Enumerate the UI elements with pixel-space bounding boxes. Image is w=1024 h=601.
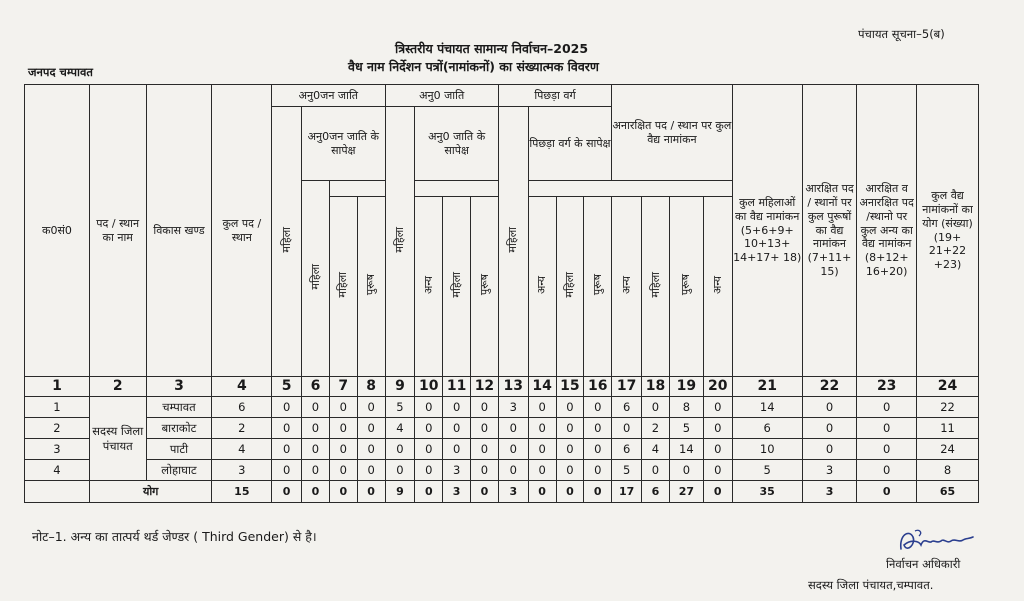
col-number: 12 [471, 377, 499, 397]
cell: 0 [415, 481, 443, 503]
cell: 0 [857, 481, 917, 503]
cell: 3 [802, 481, 857, 503]
cell: 0 [556, 418, 584, 439]
col-head-sc: अनु0 जाति [385, 85, 498, 107]
cell: 0 [415, 460, 443, 481]
cell: 0 [471, 460, 499, 481]
cell: 4 [212, 439, 272, 460]
cell: 3 [802, 460, 857, 481]
cell: 0 [584, 397, 612, 418]
cell: 0 [857, 418, 917, 439]
cell: 0 [528, 397, 556, 418]
col-head-22: आरक्षित पद / स्थानों पर कुल पुरूषों का वैद्य नामांकन (7+11+ 15) [802, 85, 857, 377]
col-number: 19 [669, 377, 703, 397]
cell: 0 [357, 481, 385, 503]
col-head-sc-male: पुरूष [477, 274, 491, 296]
col-head-st-women: महिला [279, 226, 293, 253]
cell: 3 [498, 397, 528, 418]
cell: 0 [584, 418, 612, 439]
row-sno: 3 [25, 439, 90, 460]
cell: 0 [703, 439, 732, 460]
cell: 0 [302, 460, 330, 481]
col-head-obc-male: पुरूष [590, 274, 604, 296]
col-head-unres-female: महिला [648, 271, 662, 298]
col-head-obc-female: महिला [563, 271, 577, 298]
cell: 3 [212, 460, 272, 481]
cell: 0 [471, 418, 499, 439]
cell: 6 [612, 397, 642, 418]
col-head-obc-relative: पिछड़ा वर्ग के सापेक्ष [528, 107, 611, 181]
cell: 0 [498, 439, 528, 460]
cell: 0 [357, 418, 385, 439]
handwritten-signature [895, 523, 975, 557]
cell: 0 [415, 397, 443, 418]
col-number: 15 [556, 377, 584, 397]
col-head-unres-male: पुरूष [679, 274, 693, 296]
cell: 4 [642, 439, 670, 460]
cell: 0 [329, 439, 357, 460]
col-head-st-female: महिला [336, 271, 350, 298]
block-name: पाटी [146, 439, 212, 460]
col-head-sc-relative: अनु0 जाति के सापेक्ष [415, 107, 498, 181]
cell: 14 [732, 397, 802, 418]
col-number: 14 [528, 377, 556, 397]
cell: 8 [917, 460, 979, 481]
cell: 10 [732, 439, 802, 460]
col-head-sno: क0सं0 [25, 85, 90, 377]
row-sno: 2 [25, 418, 90, 439]
cell: 17 [612, 481, 642, 503]
cell: 5 [732, 460, 802, 481]
cell: 0 [357, 439, 385, 460]
cell: 0 [471, 481, 499, 503]
col-head-sc-women: महिला [393, 226, 407, 253]
col-head-post: पद / स्थान का नाम [89, 85, 146, 377]
cell: 15 [212, 481, 272, 503]
cell: 0 [612, 418, 642, 439]
cell: 0 [471, 439, 499, 460]
cell: 0 [556, 460, 584, 481]
col-number: 17 [612, 377, 642, 397]
col-number: 22 [802, 377, 857, 397]
cell: 5 [669, 418, 703, 439]
cell: 11 [917, 418, 979, 439]
col-head-obc: पिछड़ा वर्ग [498, 85, 611, 107]
col-number: 3 [146, 377, 212, 397]
col-number: 2 [89, 377, 146, 397]
cell: 27 [669, 481, 703, 503]
cell: 0 [556, 481, 584, 503]
cell: 0 [302, 418, 330, 439]
total-row [25, 481, 979, 503]
col-head-sc-other: अन्य [535, 275, 549, 294]
col-head-21: कुल महिलाओं का वैद्य नामांकन (5+6+9+ 10+13+ 14+17+ 18) [732, 85, 802, 377]
cell: 0 [302, 481, 330, 503]
cell: 3 [443, 481, 471, 503]
page-title: त्रिस्तरीय पंचायत सामान्य निर्वाचन–2025 [395, 41, 589, 56]
cell: 0 [584, 481, 612, 503]
col-number: 7 [329, 377, 357, 397]
col-number: 24 [917, 377, 979, 397]
cell: 0 [802, 397, 857, 418]
row-sno: 1 [25, 397, 90, 418]
district-label: जनपद चम्पावत [28, 65, 93, 79]
cell: 0 [443, 418, 471, 439]
block-name: चम्पावत [146, 397, 212, 418]
col-head-unres-other: अन्य [710, 275, 724, 294]
col-head-sc-female: महिला [449, 271, 463, 298]
col-number: 11 [443, 377, 471, 397]
cell: 0 [329, 418, 357, 439]
cell: 0 [498, 460, 528, 481]
col-number: 21 [732, 377, 802, 397]
col-number: 16 [584, 377, 612, 397]
total-label: योग [89, 481, 212, 503]
signatory-title: निर्वाचन अधिकारी [886, 557, 961, 571]
cell: 2 [642, 418, 670, 439]
cell: 0 [272, 460, 302, 481]
cell: 0 [443, 439, 471, 460]
cell: 5 [612, 460, 642, 481]
cell: 35 [732, 481, 802, 503]
col-number: 9 [385, 377, 415, 397]
cell: 2 [212, 418, 272, 439]
col-number: 20 [703, 377, 732, 397]
cell: 0 [528, 460, 556, 481]
cell: 0 [329, 397, 357, 418]
cell: 24 [917, 439, 979, 460]
cell: 0 [272, 439, 302, 460]
col-head-block: विकास खण्ड [146, 85, 212, 377]
cell: 0 [357, 397, 385, 418]
col-number: 18 [642, 377, 670, 397]
cell: 14 [669, 439, 703, 460]
cell: 0 [703, 397, 732, 418]
cell: 0 [528, 418, 556, 439]
col-head-total-posts: कुल पद / स्थान [212, 85, 272, 377]
cell: 0 [385, 439, 415, 460]
nomination-table [24, 84, 979, 503]
cell: 0 [642, 397, 670, 418]
footnote: नोट–1. अन्य का तात्पर्य थर्ड जेण्डर ( Third Gender) से है। [32, 529, 317, 544]
cell: 0 [415, 439, 443, 460]
cell: 0 [857, 439, 917, 460]
cell: 0 [703, 481, 732, 503]
cell: 0 [415, 418, 443, 439]
col-number: 4 [212, 377, 272, 397]
cell: 5 [385, 397, 415, 418]
cell: 22 [917, 397, 979, 418]
cell: 0 [669, 460, 703, 481]
cell: 6 [732, 418, 802, 439]
cell: 0 [471, 397, 499, 418]
cell: 0 [357, 460, 385, 481]
cell: 0 [703, 460, 732, 481]
cell: 0 [584, 460, 612, 481]
col-number: 6 [302, 377, 330, 397]
row-sno: 4 [25, 460, 90, 481]
cell: 0 [272, 418, 302, 439]
table-row [25, 460, 979, 481]
col-number: 13 [498, 377, 528, 397]
col-head-unreserved: अनारक्षित पद / स्थान पर कुल वैद्य नामांकन [612, 85, 732, 181]
cell: 0 [385, 460, 415, 481]
cell: 0 [528, 481, 556, 503]
cell: 8 [669, 397, 703, 418]
notice-reference: पंचायत सूचना–5(ब) [858, 27, 945, 41]
table-row [25, 439, 979, 460]
col-head-st: अनु0जन जाति [272, 85, 385, 107]
col-head-24: कुल वैद्य नामांकनों का योग (संख्या) (19+ 21+22 +23) [917, 85, 979, 377]
cell: 0 [528, 439, 556, 460]
cell: 65 [917, 481, 979, 503]
cell: 0 [302, 397, 330, 418]
signatory-office: सदस्य जिला पंचायत,चम्पावत. [808, 578, 934, 592]
block-name: लोहाघाट [146, 460, 212, 481]
cell: 0 [443, 397, 471, 418]
col-head-st-other: अन्य [421, 275, 435, 294]
col-head-obc-women: महिला [506, 226, 520, 253]
col-head-obc-other: अन्य [619, 275, 633, 294]
cell: 0 [498, 418, 528, 439]
cell: 0 [584, 439, 612, 460]
col-number: 10 [415, 377, 443, 397]
col-number: 1 [25, 377, 90, 397]
page-subtitle: वैध नाम निर्देशन पत्रों(नामांकनों) का संख्यात्मक विवरण [348, 59, 599, 74]
cell: 4 [385, 418, 415, 439]
cell: 3 [443, 460, 471, 481]
col-number: 8 [357, 377, 385, 397]
col-number: 23 [857, 377, 917, 397]
cell: 0 [272, 397, 302, 418]
cell: 0 [857, 460, 917, 481]
cell: 0 [556, 439, 584, 460]
cell: 0 [857, 397, 917, 418]
table-row [25, 418, 979, 439]
cell: 0 [642, 460, 670, 481]
col-number: 5 [272, 377, 302, 397]
cell: 0 [329, 481, 357, 503]
cell: 6 [642, 481, 670, 503]
cell: 0 [802, 439, 857, 460]
cell: 0 [556, 397, 584, 418]
cell: 0 [302, 439, 330, 460]
col-head-23: आरक्षित व अनारक्षित पद /स्थानो पर कुल अन्य का वैद्य नामांकन (8+12+ 16+20) [857, 85, 917, 377]
col-head-st-relative: अनु0जन जाति के सापेक्ष [302, 107, 385, 181]
cell: 9 [385, 481, 415, 503]
block-name: बाराकोट [146, 418, 212, 439]
table-row [25, 397, 979, 418]
post-name: सदस्य जिला पंचायत [89, 397, 146, 481]
cell: 6 [612, 439, 642, 460]
col-head-st-male: पुरूष [364, 274, 378, 296]
cell: 0 [703, 418, 732, 439]
cell: 6 [212, 397, 272, 418]
cell: 0 [272, 481, 302, 503]
col-head-unres-women: महिला [308, 263, 322, 290]
cell: 3 [498, 481, 528, 503]
cell: 0 [802, 418, 857, 439]
cell: 0 [329, 460, 357, 481]
